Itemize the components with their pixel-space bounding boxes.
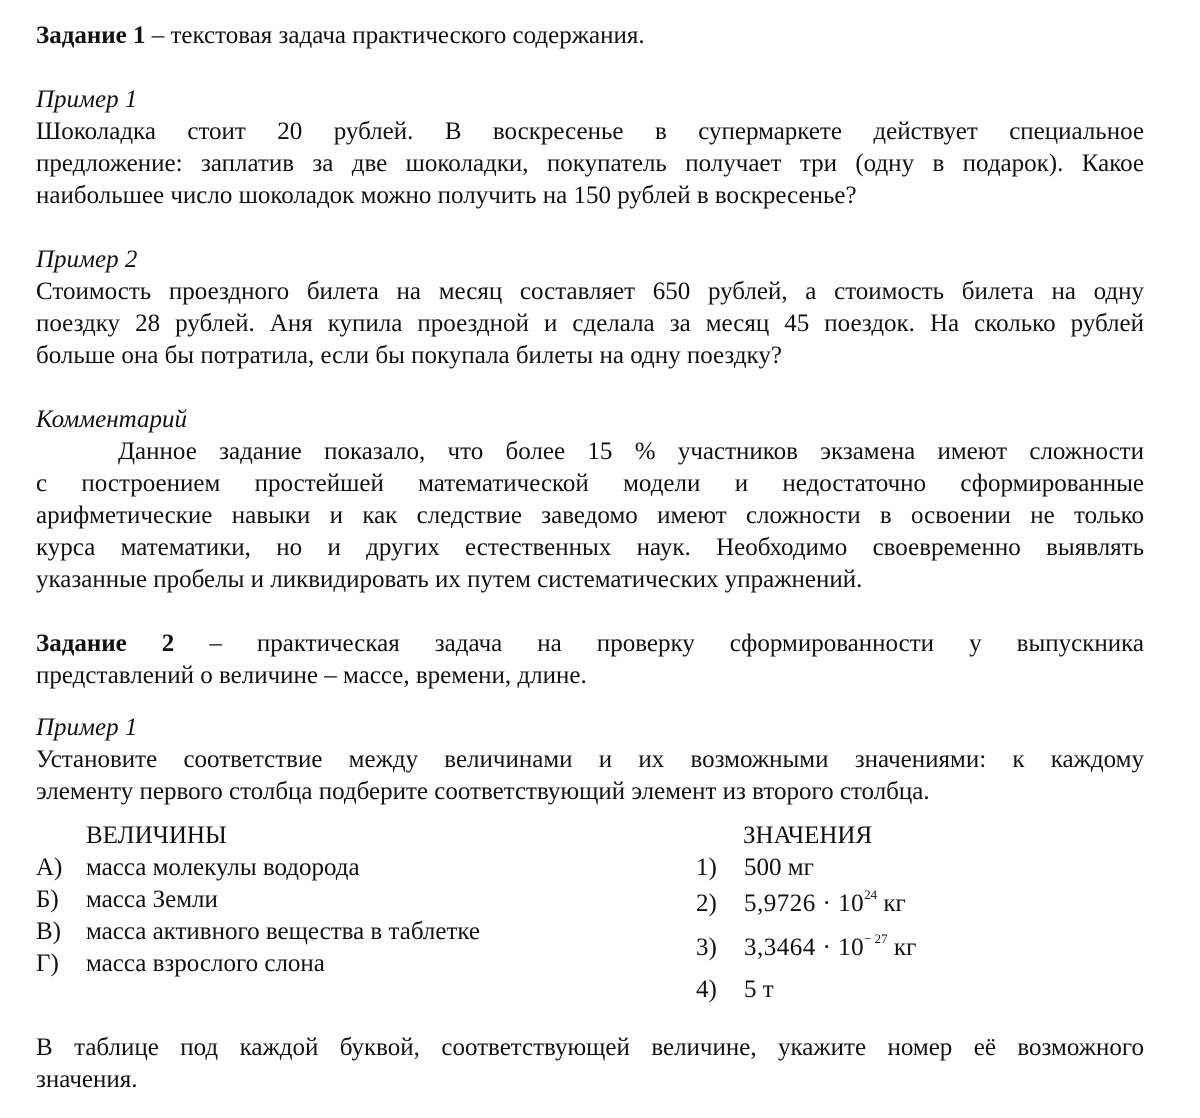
right-item-marker: 1) (696, 854, 717, 881)
text-line: с построением простейшей математической модели и недостаточно сформированные (36, 470, 1144, 497)
left-item (36, 884, 218, 916)
task2-heading-line2: представлений о величине – массе, времени, длине. (36, 662, 587, 689)
left-item-marker: Б) (36, 886, 59, 913)
left-item-marker: Г) (36, 950, 59, 977)
text-line: Установите соответствие между величинами и их возможными значениями: к каждому (36, 746, 1144, 773)
right-item-marker: 2) (696, 890, 717, 917)
right-column-header: ЗНАЧЕНИЯ (743, 822, 873, 849)
text-line: курса математики, но и других естественных наук. Необходимо своевременно выявлять (36, 534, 1144, 561)
left-item-marker: В) (36, 918, 61, 945)
right-item-value-base: 3,3464 · 10 (744, 934, 865, 961)
document-page (36, 18, 1144, 1096)
text-line: наибольшее число шоколадок можно получить на 150 рублей в воскресенье? (36, 182, 857, 209)
right-item (696, 888, 906, 920)
task2-title-bold: Задание 2 (36, 630, 175, 657)
left-column-header: ВЕЛИЧИНЫ (86, 822, 227, 849)
text-line: значения. (36, 1066, 138, 1093)
task1-comment-label: Комментарий (36, 406, 187, 433)
right-item-value-base: 5,9726 · 10 (744, 890, 865, 917)
left-item (36, 916, 480, 948)
text-line: указанные пробелы и ликвидировать их путем систематических упражнений. (36, 566, 863, 593)
task2-example1-label: Пример 1 (36, 714, 138, 741)
text-line: Шоколадка стоит 20 рублей. В воскресенье в супермаркете действует специальное (36, 118, 1144, 145)
task1-example2-text (36, 276, 1144, 372)
right-item (696, 974, 774, 1006)
text-line: больше она бы потратила, если бы покупала билеты на одну поездку? (36, 342, 782, 369)
right-item-value-exponent: 24 (864, 887, 878, 902)
text-line: В таблице под каждой буквой, соответствующей величине, укажите номер её возможного (36, 1034, 1144, 1061)
right-item (696, 852, 814, 884)
task1-title-bold: Задание 1 (36, 22, 146, 49)
right-item-text: 5 т (744, 976, 774, 1003)
right-item (696, 932, 916, 964)
right-item-marker: 3) (696, 934, 717, 961)
text-line: Стоимость проездного билета на месяц составляет 650 рублей, а стоимость билета на одну (36, 278, 1144, 305)
task1-title-rest: – текстовая задача практического содержания. (145, 22, 645, 49)
left-item-marker: А) (36, 854, 63, 881)
left-item-text: масса молекулы водорода (86, 854, 360, 881)
right-item-text: 500 мг (744, 854, 814, 881)
text-line: поездку 28 рублей. Аня купила проездной и сделала за месяц 45 поездок. На сколько рублей (36, 310, 1144, 337)
text-line: арифметические навыки и как следствие заведомо имеют сложности в освоении не только (36, 502, 1144, 529)
text-line: Данное задание показало, что более 15 % участников экзамена имеют сложности (118, 438, 1144, 465)
left-item-text: масса активного вещества в таблетке (86, 918, 481, 945)
task2-instruction (36, 1032, 1144, 1096)
task1-heading (36, 20, 1144, 52)
task1-comment-text (36, 436, 1144, 596)
text-line: элементу первого столбца подберите соответствующий элемент из второго столбца. (36, 778, 930, 805)
matching-table (36, 820, 1144, 1010)
right-item-marker: 4) (696, 976, 717, 1003)
task2-title-rest: – практическая задача на проверку сформированности у выпускника (174, 630, 1144, 657)
left-item-text: масса взрослого слона (86, 950, 325, 977)
task2-heading (36, 628, 1144, 660)
left-item (36, 948, 325, 980)
right-item-unit: кг (887, 934, 917, 961)
left-item-text: масса Земли (86, 886, 218, 913)
task2-example1-text (36, 744, 1144, 808)
text-line: предложение: заплатив за две шоколадки, покупатель получает три (одну в подарок). Какое (36, 150, 1144, 177)
right-item-value-exponent: − 27 (864, 931, 888, 946)
task1-example2-label: Пример 2 (36, 246, 138, 273)
task1-example1-text (36, 116, 1144, 212)
task1-example1-label: Пример 1 (36, 86, 138, 113)
right-item-unit: кг (877, 890, 906, 917)
left-item (36, 852, 360, 884)
